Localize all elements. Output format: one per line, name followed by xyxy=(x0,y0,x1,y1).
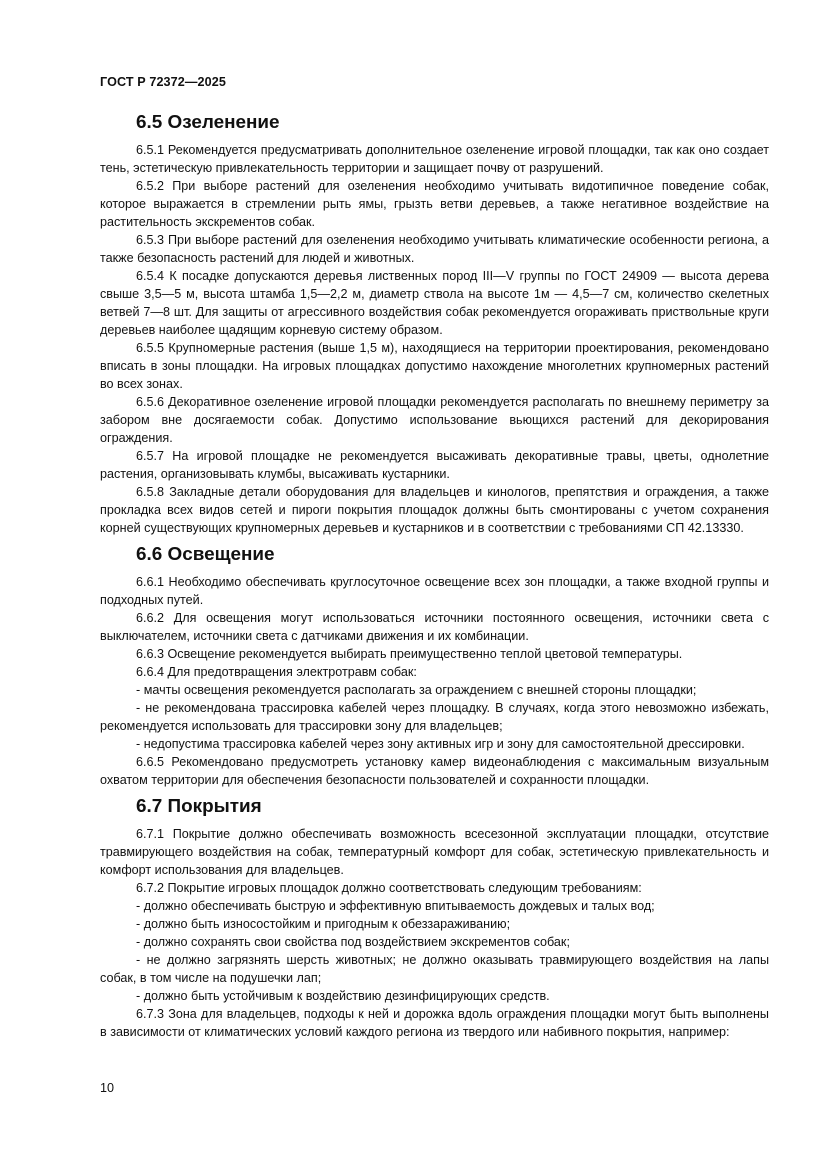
paragraph-6-5-7: 6.5.7 На игровой площадке не рекомендуется высаживать декоративные травы, цветы, однолетние растения, организовывать клумбы, высаживать кустарники. xyxy=(100,449,769,481)
paragraph-6-6-5: 6.6.5 Рекомендовано предусмотреть установку камер видеонаблюдения с максимальным визуальным охватом территории для обеспечения безопасности пользователей и сохранности площадки. xyxy=(100,755,769,787)
page-number: 10 xyxy=(100,1081,115,1095)
list-item: - должно быть износостойким и пригодным к обеззараживанию; xyxy=(136,917,511,931)
document-header: ГОСТ Р 72372—2025 xyxy=(100,75,226,89)
paragraph-6-5-2: 6.5.2 При выборе растений для озеленения необходимо учитывать видотипичное поведение собак, которое выражается в стремлении рыть ямы, грызть ветви деревьев, а также негативное воздействие на растительность экскрементов собак. xyxy=(100,179,769,229)
paragraph-6-6-3: 6.6.3 Освещение рекомендуется выбирать преимущественно теплой цветовой температуры. xyxy=(136,647,683,661)
paragraph-6-5-3: 6.5.3 При выборе растений для озеленения необходимо учитывать климатические особенности региона, а также безопасность растений для людей и животных. xyxy=(100,233,769,265)
paragraph-6-6-2: 6.6.2 Для освещения могут использоваться источники постоянного освещения, источники света с выключателем, источники света с датчиками движения и их комбинации. xyxy=(100,611,769,643)
list-item: - не рекомендована трассировка кабелей через площадку. В случаях, когда этого невозможно избежать, рекомендуется использовать для трассировки зону для владельцев; xyxy=(100,701,769,733)
paragraph-6-5-4: 6.5.4 К посадке допускаются деревья лиственных пород III—V группы по ГОСТ 24909 — высота дерева свыше 3,5—5 м, высота штамба 1,5—2,2 м, диаметр ствола на высоте 1м — 4,5—7 см, количество скелетных ветвей 7—8 шт. Для защиты от агрессивного воздействия собак рекомендуется огораживать приствольные круги деревьев наиболее щадящим корневую систему образом. xyxy=(100,269,769,337)
paragraph-6-7-1: 6.7.1 Покрытие должно обеспечивать возможность всесезонной эксплуатации площадки, отсутствие травмирующего воздействия на собак, температурный комфорт для собак, эстетическую привлекательность и комфорт использования для владельцев. xyxy=(100,827,769,877)
list-item: - мачты освещения рекомендуется располагать за ограждением с внешней стороны площадки; xyxy=(136,683,697,697)
paragraph-6-7-3: 6.7.3 Зона для владельцев, подходы к ней и дорожка вдоль ограждения площадки могут быть выполнены в зависимости от климатических условий каждого региона из твердого или набивного покрытия, например: xyxy=(100,1007,769,1039)
section-heading-6-5: 6.5 Озеленение xyxy=(136,112,280,133)
paragraph-6-5-1: 6.5.1 Рекомендуется предусматривать дополнительное озеленение игровой площадки, так как оно создает тень, эстетическую привлекательность территории и защищает почву от разрушений. xyxy=(100,143,769,175)
document-body xyxy=(100,114,769,1041)
list-item: - должно сохранять свои свойства под воздействием экскрементов собак; xyxy=(136,935,570,949)
paragraph-6-5-8: 6.5.8 Закладные детали оборудования для владельцев и кинологов, препятствия и ограждения, а также прокладка всех видов сетей и пироги покрытия площадок должны быть смонтированы с учетом сохранения корней существующих крупномерных деревьев и кустарников и в соответствии с требованиями СП 42.13330. xyxy=(100,485,769,535)
list-item: - недопустима трассировка кабелей через зону активных игр и зону для самостоятельной дрессировки. xyxy=(136,737,745,751)
section-heading-6-6: 6.6 Освещение xyxy=(136,544,275,565)
list-item: - не должно загрязнять шерсть животных; не должно оказывать травмирующего воздействия на лапы собак, в том числе на подушечки лап; xyxy=(100,953,769,985)
section-heading-6-7: 6.7 Покрытия xyxy=(136,796,262,817)
paragraph-6-6-1: 6.6.1 Необходимо обеспечивать круглосуточное освещение всех зон площадки, а также входной группы и подходных путей. xyxy=(100,575,769,607)
paragraph-6-5-6: 6.5.6 Декоративное озеленение игровой площадки рекомендуется располагать по внешнему периметру за забором вне досягаемости собак. Допустимо использование вьющихся растений для декорирования ограждения. xyxy=(100,395,769,445)
list-item: - должно быть устойчивым к воздействию дезинфицирующих средств. xyxy=(136,989,550,1003)
paragraph-6-7-2: 6.7.2 Покрытие игровых площадок должно соответствовать следующим требованиям: xyxy=(136,881,642,895)
list-item: - должно обеспечивать быструю и эффективную впитываемость дождевых и талых вод; xyxy=(136,899,655,913)
paragraph-6-5-5: 6.5.5 Крупномерные растения (выше 1,5 м), находящиеся на территории проектирования, рекомендовано вписать в зоны площадки. На игровых площадках допустимо нахождение многолетних крупномерных растений во всех зонах. xyxy=(100,341,769,391)
paragraph-6-6-4: 6.6.4 Для предотвращения электротравм собак: xyxy=(136,665,417,679)
